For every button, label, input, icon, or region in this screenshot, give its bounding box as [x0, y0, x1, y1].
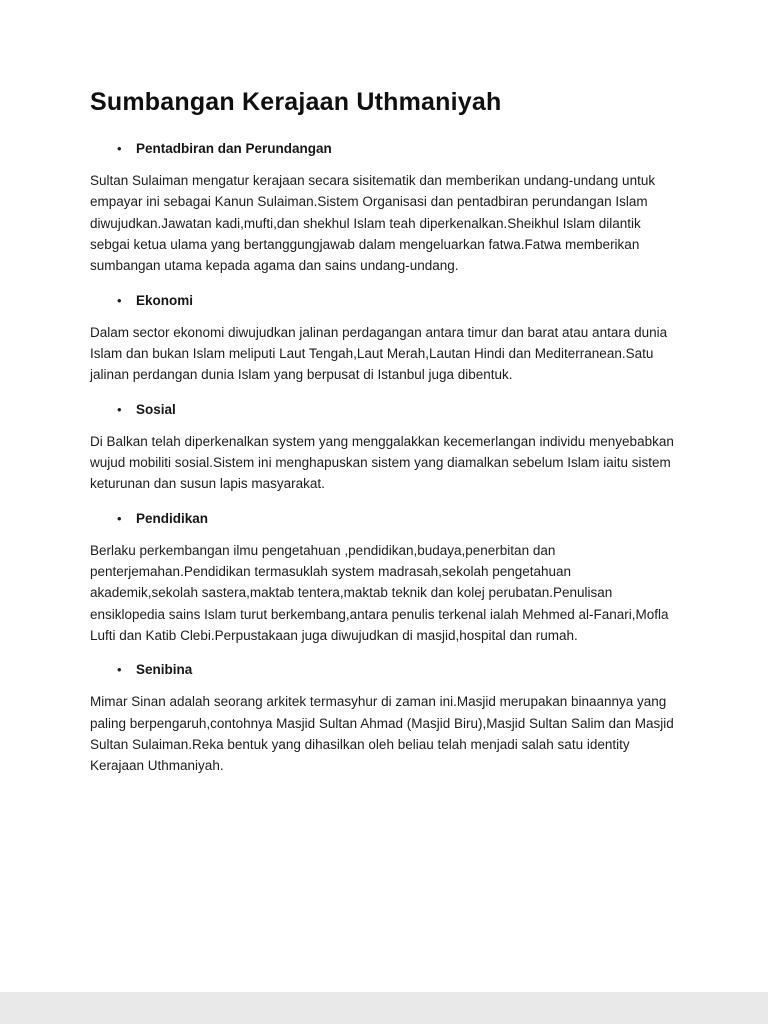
- document-section: [90, 293, 680, 386]
- section-paragraph: Mimar Sinan adalah seorang arkitek termasyhur di zaman ini.Masjid merupakan binaannya yang paling berpengaruh,contohnya Masjid Sultan Ahmad (Masjid Biru),Masjid Sultan Salim dan Masjid Sultan Sulaiman.Reka bentuk yang dihasilkan oleh beliau telah menjadi salah satu identity Kerajaan Uthmaniyah.: [90, 694, 674, 774]
- page-bottom-strip: [0, 992, 768, 1024]
- bullet-icon: •: [117, 510, 122, 526]
- bullet-icon: •: [117, 141, 122, 156]
- bullet-item: [117, 402, 680, 417]
- bullet-icon: •: [117, 401, 122, 417]
- bullet-icon: •: [117, 662, 122, 678]
- document-section: [90, 511, 680, 647]
- bullet-item: [117, 293, 680, 308]
- bullet-item: [117, 141, 680, 156]
- section-paragraph: Di Balkan telah diperkenalkan system yang menggalakkan kecemerlangan individu menyebabkan wujud mobiliti sosial.Sistem ini menghapuskan sistem yang diamalkan sebelum Islam iaitu sistem keturunan dan susun lapis masyarakat.: [90, 433, 674, 492]
- section-paragraph: Sultan Sulaiman mengatur kerajaan secara sisitematik dan memberikan undang-undang untuk empayar ini sebagai Kanun Sulaiman.Sistem Organisasi dan pentadbiran perundangan Islam diwujudkan.Jawatan kadi,mufti,dan shekhul Islam teah diperkenalkan.Sheikhul Islam dilantik sebgai ketua ulama yang bertanggungjawab dalam mengeluarkan fatwa.Fatwa memberikan sumbangan utama kepada agama dan sains undang-undang.: [90, 173, 656, 274]
- section-paragraph: Dalam sector ekonomi diwujudkan jalinan perdagangan antara timur dan barat atau antara dunia Islam dan bukan Islam meliputi Laut Tengah,Laut Merah,Lautan Hindi dan Mediterranean.Satu jalinan perdangan dunia Islam yang berpusat di Istanbul juga dibentuk.: [90, 324, 668, 383]
- section-heading: Sosial: [136, 401, 176, 417]
- section-heading: Pendidikan: [136, 510, 209, 526]
- bullet-item: [117, 662, 680, 677]
- section-heading: Senibina: [136, 662, 193, 678]
- document-section: [90, 402, 680, 495]
- section-paragraph: Berlaku perkembangan ilmu pengetahuan ,pendidikan,budaya,penerbitan dan penterjemahan.Pendidikan termasuklah system madrasah,sekolah pengetahuan akademik,sekolah sastera,maktab tentera,maktab teknik dan kolej perubatan.Penulisan ensiklopedia sains Islam turut berkembang,antara penulis terkenal ialah Mehmed al-Fanari,Mofla Lufti dan Katib Clebi.Perpustakaan juga diwujudkan di masjid,hospital dan rumah.: [90, 542, 669, 643]
- document-section: [90, 141, 680, 277]
- bullet-icon: •: [117, 292, 122, 308]
- bullet-item: [117, 511, 680, 526]
- page-title: Sumbangan Kerajaan Uthmaniyah: [90, 88, 502, 116]
- section-heading: Pentadbiran dan Perundangan: [136, 141, 332, 156]
- section-heading: Ekonomi: [136, 292, 194, 308]
- document-section: [90, 662, 680, 776]
